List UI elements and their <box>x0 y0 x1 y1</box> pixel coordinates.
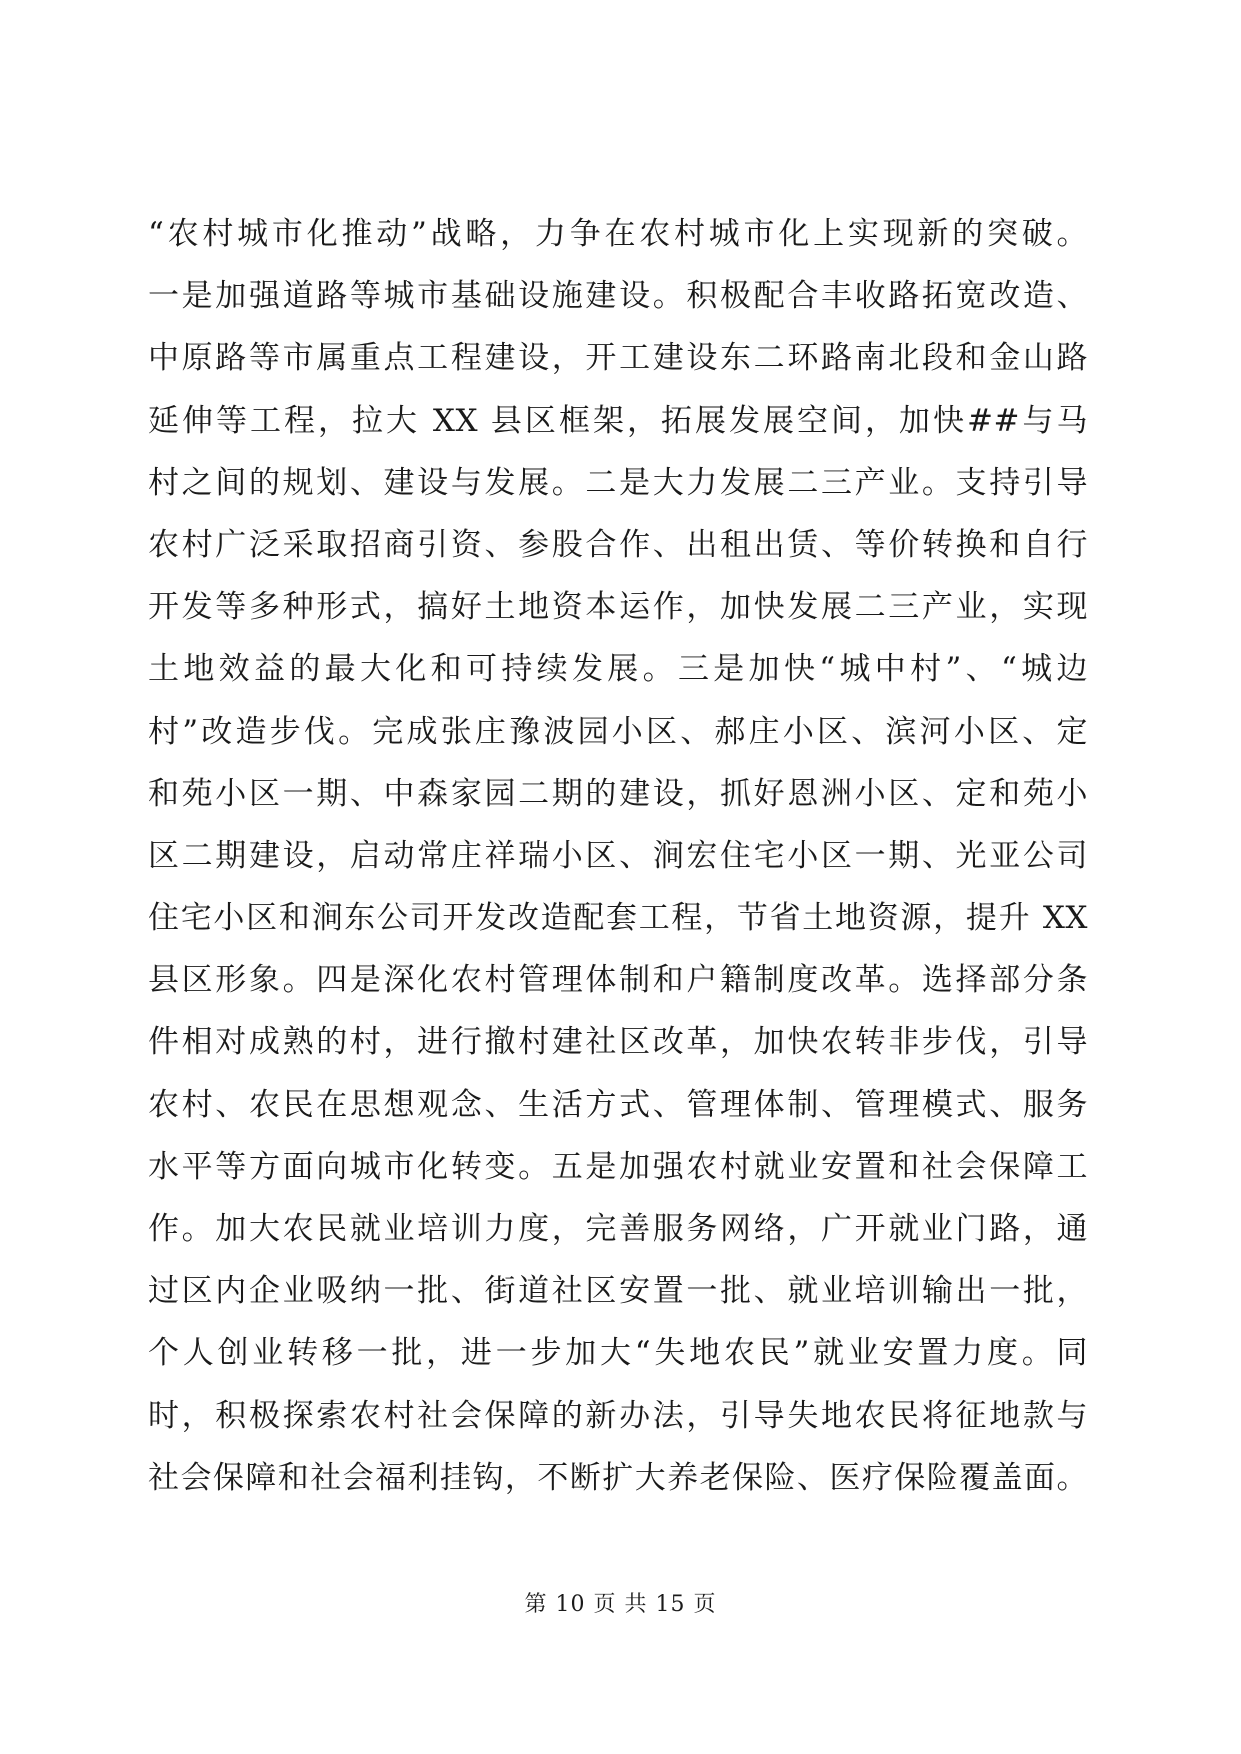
text-line: 农村广泛采取招商引资、参股合作、出租出赁、等价转换和自行 <box>148 526 1088 563</box>
text-line: 时，积极探索农村社会保障的新办法，引导失地农民将征地款与 <box>148 1397 1088 1434</box>
text-line: 水平等方面向城市化转变。五是加强农村就业安置和社会保障工 <box>148 1148 1088 1185</box>
text-line: 社会保障和社会福利挂钩，不断扩大养老保险、医疗保险覆盖面。 <box>148 1459 1088 1496</box>
text-line: “农村城市化推动”战略，力争在农村城市化上实现新的突破。 <box>148 216 1088 252</box>
text-line: 个人创业转移一批，进一步加大“失地农民”就业安置力度。同 <box>148 1335 1088 1372</box>
text-line: 住宅小区和涧东公司开发改造配套工程，节省土地资源，提升 XX <box>148 900 1088 937</box>
text-line: 作。加大农民就业培训力度，完善服务网络，广开就业门路，通 <box>148 1211 1088 1247</box>
text-line: 村”改造步伐。完成张庄豫波园小区、郝庄小区、滨河小区、定 <box>148 713 1088 750</box>
text-line: 农村、农民在思想观念、生活方式、管理体制、管理模式、服务 <box>148 1086 1088 1123</box>
text-line: 开发等多种形式，搞好土地资本运作，加快发展二三产业，实现 <box>148 589 1088 626</box>
text-line: 件相对成熟的村，进行撤村建社区改革，加快农转非步伐，引导 <box>148 1024 1088 1061</box>
text-line: 土地效益的最大化和可持续发展。三是加快“城中村”、“城边 <box>148 651 1088 688</box>
text-line: 县区形象。四是深化农村管理体制和户籍制度改革。选择部分条 <box>148 962 1088 999</box>
page-number-footer: 第 10 页 共 15 页 <box>524 1592 717 1617</box>
text-line: 区二期建设，启动常庄祥瑞小区、涧宏住宅小区一期、光亚公司 <box>148 837 1088 874</box>
text-line: 延伸等工程，拉大 XX 县区框架，拓展发展空间，加快##与马 <box>148 402 1088 439</box>
body-paragraph <box>148 203 1088 1509</box>
text-line: 和苑小区一期、中森家园二期的建设，抓好恩洲小区、定和苑小 <box>148 775 1088 812</box>
text-line: 村之间的规划、建设与发展。二是大力发展二三产业。支持引导 <box>148 464 1088 501</box>
text-line: 中原路等市属重点工程建设，开工建设东二环路南北段和金山路 <box>148 340 1088 377</box>
text-line: 过区内企业吸纳一批、街道社区安置一批、就业培训输出一批， <box>148 1273 1088 1310</box>
text-line: 一是加强道路等城市基础设施建设。积极配合丰收路拓宽改造、 <box>148 278 1088 315</box>
